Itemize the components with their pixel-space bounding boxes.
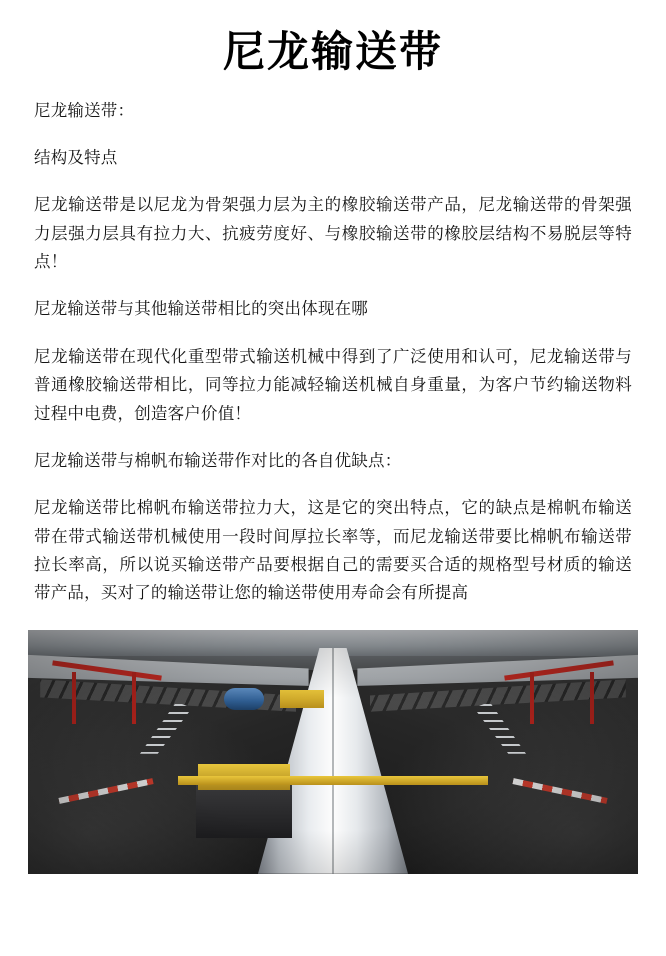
photo-blue-drum	[224, 688, 264, 710]
paragraph: 尼龙输送带与棉帆布输送带作对比的各自优缺点：	[34, 451, 402, 470]
photo-post-right	[590, 672, 594, 724]
page-title: 尼龙输送带	[222, 28, 443, 75]
paragraph: 尼龙输送带是以尼龙为骨架强力层为主的橡胶输送带产品，尼龙输送带的骨架强力层强力层具有拉力大、抗疲劳度好、与橡胶输送带的橡胶层结构不易脱层等特点！	[34, 196, 632, 271]
photo-belt-centerline	[332, 648, 334, 874]
article-body	[0, 79, 666, 608]
document-page	[0, 26, 666, 956]
paragraph: 尼龙输送带与其他输送带相比的突出体现在哪	[34, 300, 368, 319]
paragraph: 尼龙输送带比棉帆布输送带拉力大，这是它的突出特点，它的缺点是棉帆布输送带在带式输送带机械使用一段时间厚拉长率等，而尼龙输送带要比棉帆布输送带拉长率高，所以说买输送带产品要根据自己的需要买合适的规格型号材质的输送带产品，买对了的输送带让您的输送带使用寿命会有所提高	[34, 499, 632, 603]
photo-post-right-2	[530, 672, 534, 724]
paragraph: 尼龙输送带在现代化重型带式输送机械中得到了广泛使用和认可，尼龙输送带与普通橡胶输送带相比，同等拉力能减轻输送机械自身重量，为客户节约输送物料过程中电费，创造客户价值！	[34, 347, 632, 423]
photo-machine-housing	[196, 782, 292, 838]
conveyor-belt-photo	[28, 630, 638, 874]
paragraph: 尼龙输送带：	[34, 101, 135, 120]
photo-post-left	[72, 672, 76, 724]
photo-post-left-2	[132, 672, 136, 724]
photo-yellow-drum	[280, 690, 324, 708]
photo-background	[28, 630, 638, 874]
photo-yellow-beam	[178, 776, 488, 785]
paragraph: 结构及特点	[34, 148, 118, 167]
